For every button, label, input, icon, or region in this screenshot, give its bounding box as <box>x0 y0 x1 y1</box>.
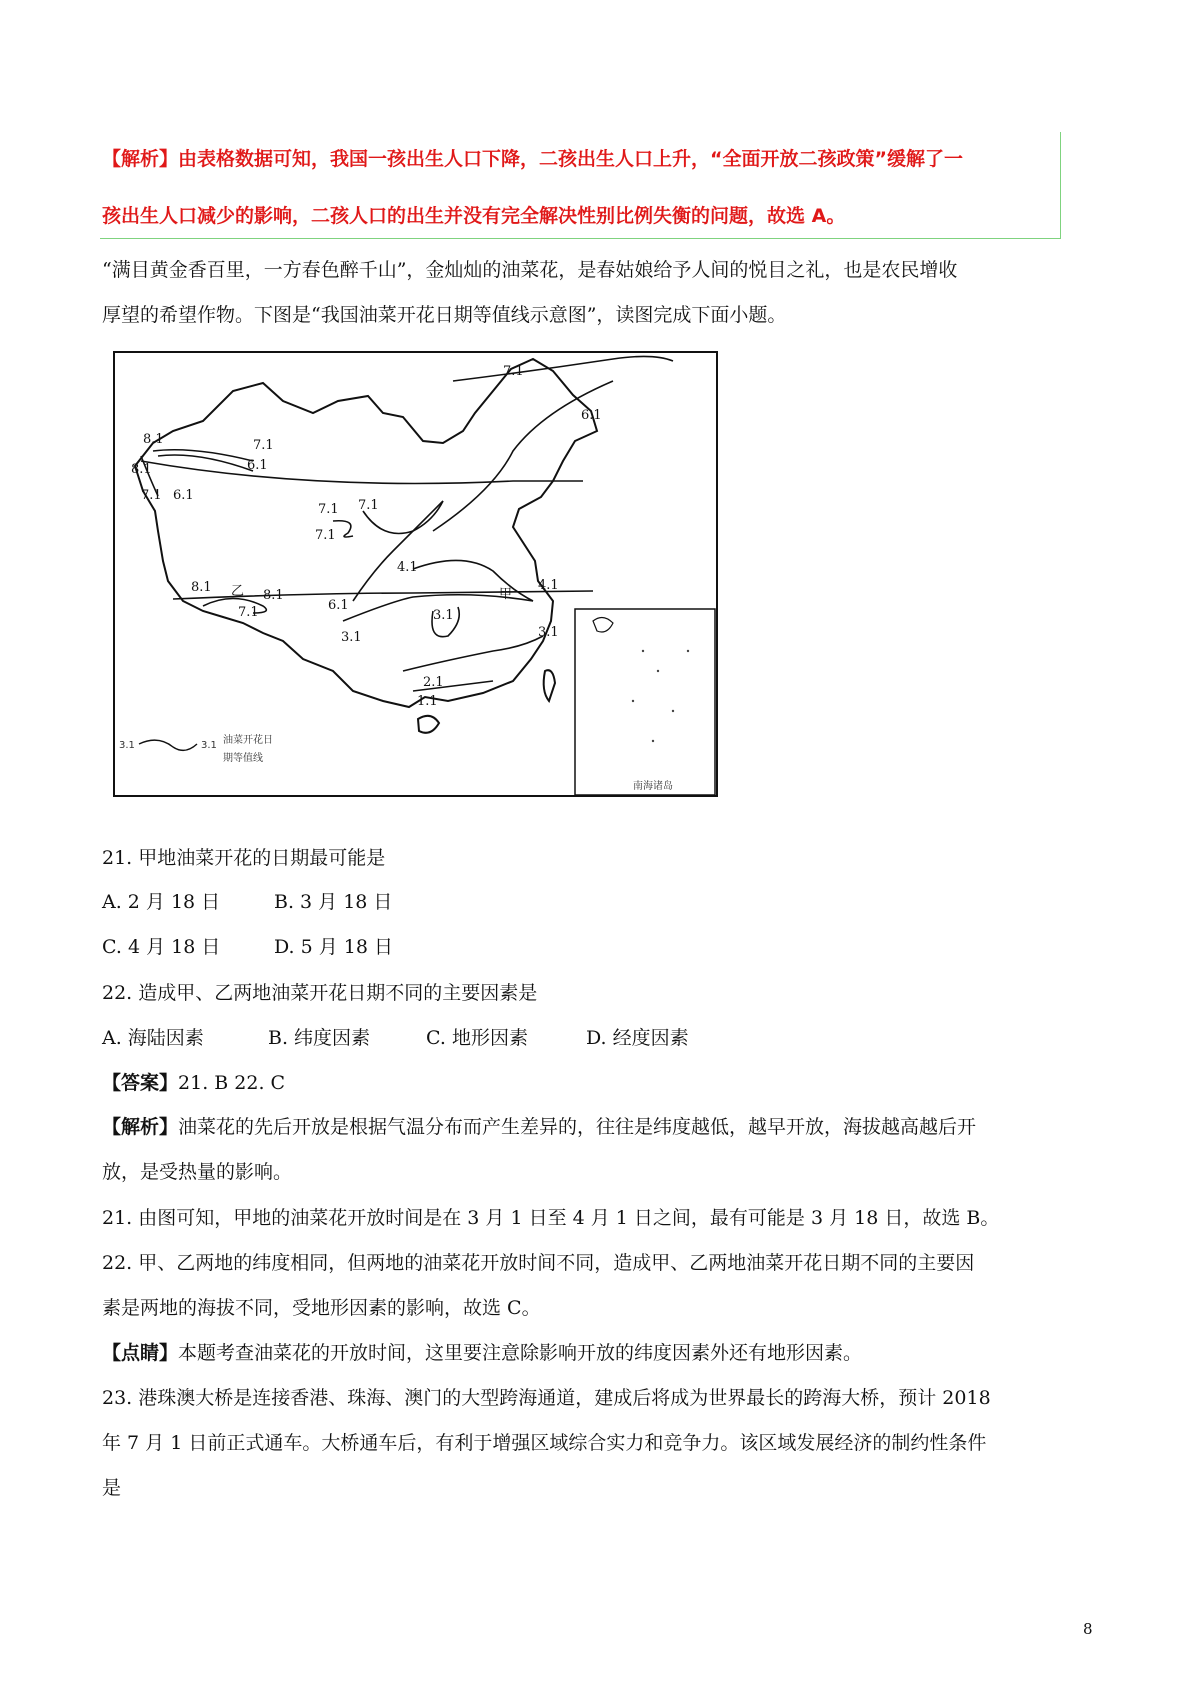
label-6-1-w2: 6.1 <box>173 488 194 503</box>
analysis-text-1: 油菜花的先后开放是根据气温分布而产生差异的，往往是纬度越低，越早开放，海拔越高越后开 <box>178 1116 977 1138</box>
q22-stem: 22. 造成甲、乙两地油菜开花日期不同的主要因素是 <box>102 982 538 1004</box>
label-4-1-c: 4.1 <box>397 560 418 575</box>
q21-option-b: B. 3 月 18 日 <box>274 891 393 913</box>
answer-text: 21. B 22. C <box>178 1072 286 1094</box>
analysis-q22-line-2: 素是两地的海拔不同，受地形因素的影响，故选 C。 <box>102 1297 541 1319</box>
red-analysis-line-2: 孩出生人口减少的影响，二孩人口的出生并没有完全解决性别比例失衡的问题，故选 A。 <box>102 205 846 227</box>
q23-line-2: 年 7 月 1 日前正式通车。大桥通车后，有利于增强区域综合实力和竞争力。该区域发展经济的制约性条件 <box>102 1432 987 1454</box>
q21-option-d: D. 5 月 18 日 <box>274 936 394 958</box>
label-3-1-s: 3.1 <box>433 608 454 623</box>
legend-text-2: 期等值线 <box>223 753 263 764</box>
analysis-tag: 【解析】 <box>102 1116 179 1138</box>
intro-line-1: “满目黄金香百里，一方春色醉千山”，金灿灿的油菜花，是春姑娘给予人间的悦目之礼，也是农民增收 <box>102 259 958 281</box>
label-7-1-w3: 7.1 <box>141 488 162 503</box>
label-2-1-s: 2.1 <box>423 675 444 690</box>
label-7-1-c3: 7.1 <box>315 528 336 543</box>
legend-sample-right: 3.1 <box>201 740 217 751</box>
label-6-1-sw: 6.1 <box>328 598 349 613</box>
q22-option-c: C. 地形因素 <box>426 1027 528 1049</box>
analysis-line-2: 放，是受热量的影响。 <box>102 1161 293 1183</box>
label-8-1-sw2: 8.1 <box>263 588 284 603</box>
q22-option-d: D. 经度因素 <box>586 1027 689 1049</box>
comment-line <box>102 1341 862 1365</box>
label-yi: 乙 <box>231 584 245 599</box>
label-7-1-c1: 7.1 <box>318 502 339 517</box>
legend-sample-left: 3.1 <box>119 740 135 751</box>
legend-text-1: 油菜开花日 <box>223 735 273 746</box>
label-jia: 甲 <box>499 587 513 602</box>
label-6-1-ne: 6.1 <box>581 408 602 423</box>
label-3-1-s2: 3.1 <box>341 630 362 645</box>
comment-text: 本题考查油菜花的开放时间，这里要注意除影响开放的纬度因素外还有地形因素。 <box>178 1342 863 1364</box>
label-7-1-sw: 7.1 <box>238 605 259 620</box>
q22-option-b: B. 纬度因素 <box>268 1027 371 1049</box>
page-number: 8 <box>1083 1620 1093 1638</box>
label-7-1-w: 7.1 <box>253 438 274 453</box>
label-8-1-w: 8.1 <box>143 432 164 447</box>
label-8-1-sw: 8.1 <box>191 580 212 595</box>
q22-option-a: A. 海陆因素 <box>102 1027 204 1049</box>
inset-label: 南海诸岛 <box>633 781 673 792</box>
red-analysis-line-1: 【解析】由表格数据可知，我国一孩出生人口下降，二孩出生人口上升，“全面开放二孩政策”缓解了一 <box>102 148 963 170</box>
label-7-1-c2: 7.1 <box>358 498 379 513</box>
q21-stem: 21. 甲地油菜开花的日期最可能是 <box>102 847 386 869</box>
analysis-q22-line-1: 22. 甲、乙两地的纬度相同，但两地的油菜花开放时间不同，造成甲、乙两地油菜开花日期不同的主要因 <box>102 1252 975 1274</box>
label-3-1-se: 3.1 <box>538 625 559 640</box>
label-8-1-w2: 8.1 <box>131 462 152 477</box>
answer-line <box>102 1071 285 1095</box>
label-7-1-ne: 7.1 <box>503 364 524 379</box>
label-4-1-e: 4.1 <box>538 578 559 593</box>
map-figure <box>113 351 718 797</box>
intro-line-2: 厚望的希望作物。下图是“我国油菜开花日期等值线示意图”，读图完成下面小题。 <box>102 304 787 326</box>
q21-option-a: A. 2 月 18 日 <box>102 891 221 913</box>
label-6-1-w: 6.1 <box>247 458 268 473</box>
analysis-line-1 <box>102 1115 976 1139</box>
q23-line-1: 23. 港珠澳大桥是连接香港、珠海、澳门的大型跨海通道，建成后将成为世界最长的跨海大桥，预计 2018 <box>102 1387 991 1409</box>
label-1-1-s: 1.1 <box>417 694 438 709</box>
comment-tag: 【点睛】 <box>102 1342 179 1364</box>
answer-tag: 【答案】 <box>102 1072 179 1094</box>
q21-option-c: C. 4 月 18 日 <box>102 936 221 958</box>
south-china-sea-inset <box>575 609 715 795</box>
q23-line-3: 是 <box>102 1477 122 1499</box>
rapeseed-flowering-map <box>113 351 718 797</box>
analysis-q21: 21. 由图可知，甲地的油菜花开放时间是在 3 月 1 日至 4 月 1 日之间，最有可能是 3 月 18 日，故选 B。 <box>102 1207 1000 1229</box>
